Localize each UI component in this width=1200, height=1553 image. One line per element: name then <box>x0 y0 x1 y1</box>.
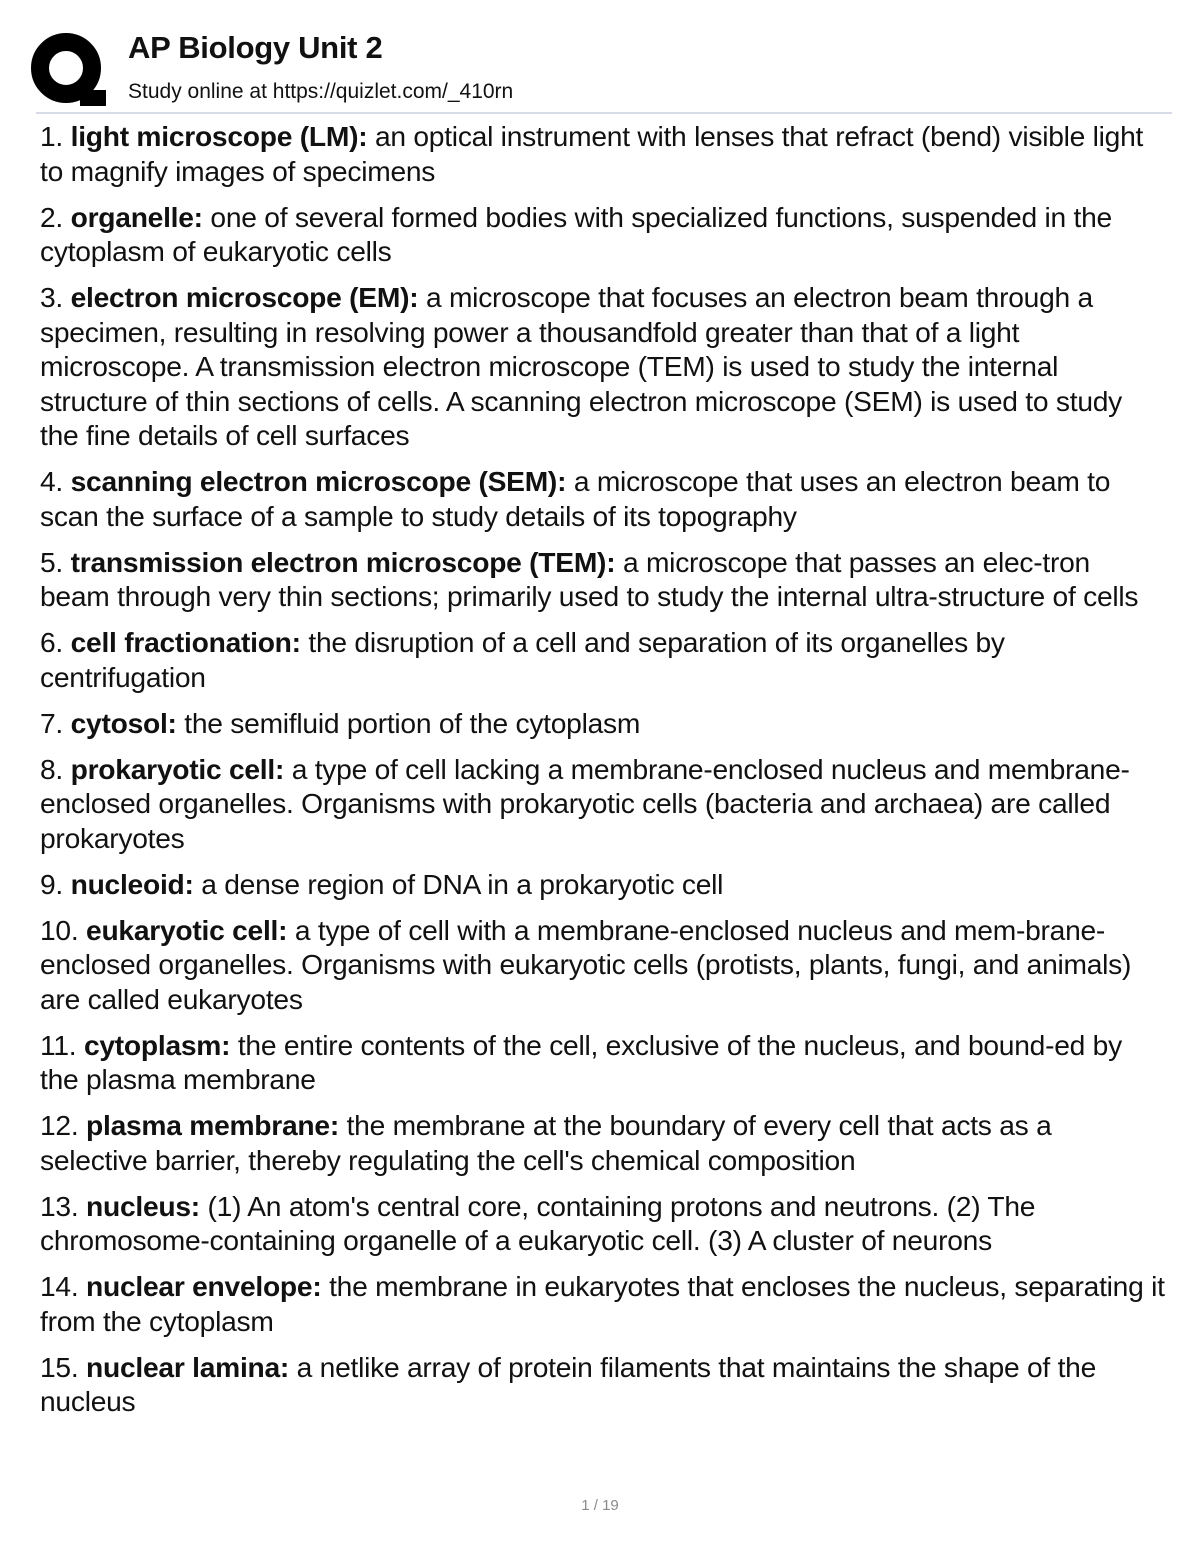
term-definition: (1) An atom's central core, containing protons and neutrons. (2) The chromosome-containing organelle of a eukaryotic cell. (3) A cluster of neurons <box>40 1189 1036 1256</box>
term-definition: one of several formed bodies with specialized functions, suspended in the cytoplasm of eukaryotic cells <box>40 200 1112 267</box>
term-number: 11. <box>40 1028 77 1061</box>
term-entry <box>40 200 1165 269</box>
term-name: eukaryotic cell: <box>86 913 288 946</box>
page-number: 1 / 19 <box>581 1497 619 1514</box>
term-number: 15. <box>40 1350 79 1383</box>
term-name: nucleoid: <box>70 867 194 900</box>
term-entry <box>40 625 1165 694</box>
term-name: cell fractionation: <box>70 626 301 658</box>
term-number: 6. <box>40 626 64 658</box>
term-name: light microscope (LM): <box>70 120 368 152</box>
term-definition: a microscope that focuses an electron beam through a specimen, resulting in resolving power a thousandfold greater than that of a light microscope. A transmission electron microscope (TEM) is used to study the internal structure of thin sections of cells. A scanning electron microscope (SEM) is used to study the fine details of cell surfaces <box>40 281 1123 451</box>
term-entry <box>40 752 1165 856</box>
term-definition: a type of cell with a membrane-enclosed nucleus and mem-brane-enclosed organelles. Organisms with eukaryotic cells (protists, plants, fungi, and animals) are called eukaryotes <box>40 913 1132 1015</box>
term-name: electron microscope (EM): <box>70 281 419 313</box>
term-entry <box>40 1269 1165 1338</box>
term-number: 3. <box>40 281 64 313</box>
term-entry <box>40 867 1165 902</box>
term-entry <box>40 1108 1165 1177</box>
term-name: plasma membrane: <box>86 1109 339 1141</box>
term-definition: the entire contents of the cell, exclusive of the nucleus, and bound-ed by the plasma membrane <box>40 1028 1122 1095</box>
term-number: 9. <box>40 867 64 900</box>
term-name: cytosol: <box>70 706 177 739</box>
term-number: 7. <box>40 706 64 739</box>
term-number: 10. <box>40 913 79 946</box>
term-entry <box>40 1189 1165 1258</box>
study-online-link-text: Study online at https://quizlet.com/_410rn <box>128 80 514 103</box>
term-definition: the semifluid portion of the cytoplasm <box>184 706 641 739</box>
term-entry <box>40 464 1165 533</box>
term-entry <box>40 545 1165 614</box>
term-entry <box>40 280 1165 453</box>
term-name: nuclear lamina: <box>86 1350 290 1383</box>
term-name: nucleus: <box>86 1189 200 1222</box>
term-name: scanning electron microscope (SEM): <box>70 465 567 497</box>
term-number: 4. <box>40 465 64 497</box>
term-name: nuclear envelope: <box>86 1270 322 1302</box>
term-name: organelle: <box>70 200 203 233</box>
term-entry <box>40 1028 1165 1097</box>
term-number: 5. <box>40 545 64 578</box>
term-definition: a netlike array of protein filaments that maintains the shape of the nucleus <box>40 1350 1097 1417</box>
term-list <box>40 119 1165 1430</box>
term-definition: the membrane at the boundary of every cell that acts as a selective barrier, thereby regulating the cell's chemical composition <box>40 1109 1052 1176</box>
header-divider <box>36 112 1172 114</box>
document-title: AP Biology Unit 2 <box>128 30 383 65</box>
term-definition: the membrane in eukaryotes that encloses the nucleus, separating it from the cytoplasm <box>40 1270 1165 1337</box>
term-definition: a microscope that uses an electron beam to scan the surface of a sample to study details of its topography <box>40 465 1111 532</box>
quizlet-logo-icon <box>28 30 108 110</box>
term-number: 1. <box>40 120 64 152</box>
term-name: cytoplasm: <box>83 1028 231 1061</box>
term-name: prokaryotic cell: <box>70 752 285 785</box>
term-number: 14. <box>40 1270 79 1302</box>
term-number: 2. <box>40 200 64 233</box>
term-entry <box>40 119 1165 188</box>
term-number: 12. <box>40 1109 79 1141</box>
term-definition: a microscope that passes an elec-tron beam through very thin sections; primarily used to study the internal ultra-structure of cells <box>40 545 1139 612</box>
page-header <box>0 0 1200 116</box>
term-definition: a type of cell lacking a membrane-enclosed nucleus and membrane-enclosed organelles. Organisms with prokaryotic cells (bacteria and archaea) are called prokaryotes <box>40 752 1130 854</box>
term-entry <box>40 1350 1165 1419</box>
term-entry <box>40 706 1165 741</box>
term-entry <box>40 913 1165 1017</box>
term-number: 13. <box>40 1189 79 1222</box>
term-definition: the disruption of a cell and separation of its organelles by centrifugation <box>40 626 1005 693</box>
term-name: transmission electron microscope (TEM): <box>70 545 616 578</box>
term-definition: a dense region of DNA in a prokaryotic cell <box>201 867 724 900</box>
term-number: 8. <box>40 752 64 785</box>
term-definition: an optical instrument with lenses that refract (bend) visible light to magnify images of specimens <box>40 120 1144 187</box>
